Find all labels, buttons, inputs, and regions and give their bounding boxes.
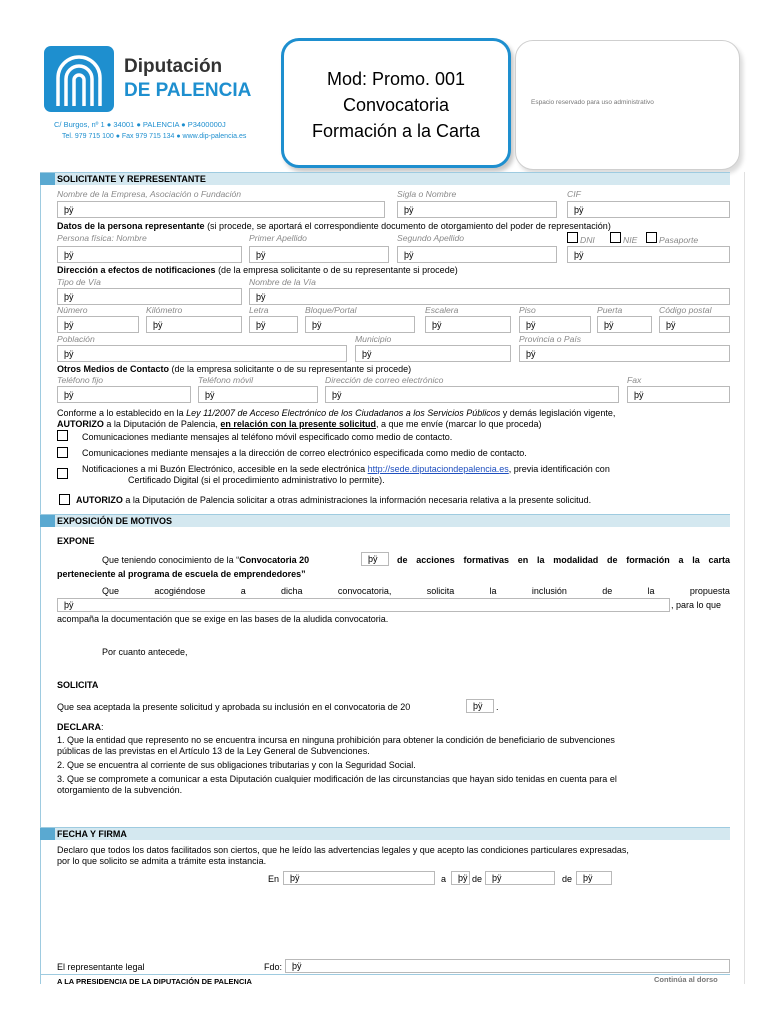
poblacion-input[interactable]: þÿ [57, 345, 347, 362]
label-municipio: Municipio [355, 334, 392, 344]
label-empresa: Nombre de la Empresa, Asociación o Fundación [57, 189, 242, 199]
conforme-line2: AUTORIZO a la Diputación de Palencia, en relación con la presente solicitud, a que me envíe (marcar lo que proceda) [57, 419, 542, 429]
nombre-via-input[interactable]: þÿ [249, 288, 730, 305]
footer-line [40, 974, 730, 975]
email-input[interactable]: þÿ [325, 386, 619, 403]
section-solicitante [40, 172, 730, 185]
option-buzon: Notificaciones a mi Buzón Electrónico, accesible en la sede electrónica http://sede.diputaciondepalencia.es, previa identificación con [82, 464, 610, 474]
label-nie: NIE [623, 235, 638, 245]
representante-legal: El representante legal [57, 962, 145, 972]
dni-checkbox[interactable] [567, 232, 578, 243]
label-escalera: Escalera [425, 305, 459, 315]
expone-p1-end: perteneciente al programa de escuela de emprendedores” [57, 569, 306, 579]
mes-input[interactable]: þÿ [485, 871, 555, 885]
label-tipo-via: Tipo de Vía [57, 277, 101, 287]
telefono-fijo-input[interactable]: þÿ [57, 386, 191, 403]
telefono-movil-input[interactable]: þÿ [198, 386, 318, 403]
label-numero: Número [57, 305, 88, 315]
direccion-heading: Dirección a efectos de notificaciones (de la empresa solicitante o de su representante si procede) [57, 265, 458, 275]
movil-checkbox[interactable] [57, 430, 68, 441]
escalera-input[interactable]: þÿ [425, 316, 511, 333]
cif-input[interactable]: þÿ [567, 201, 730, 218]
label-apellido1: Primer Apellido [249, 233, 307, 243]
convocatoria-year-input[interactable]: þÿ [361, 552, 389, 566]
letra-input[interactable]: þÿ [249, 316, 298, 333]
codigo-postal-input[interactable]: þÿ [659, 316, 730, 333]
footer-continua: Continúa al dorso [654, 975, 718, 984]
label-dni: DNI [580, 235, 595, 245]
en-label: En [268, 874, 280, 884]
solicita-year-input[interactable]: þÿ [466, 699, 494, 713]
declara-heading: DECLARA: [57, 722, 104, 732]
conforme-line1: Conforme a lo establecido en la Ley 11/2007 de Acceso Electrónico de los Ciudadanos a los Servicios Públicos y demás legislación vigente, [57, 408, 616, 418]
frame-right-line [744, 172, 745, 984]
expone-p2-tail: , para lo que [671, 600, 722, 610]
model-code: Mod: Promo. 001 [326, 69, 466, 89]
firma-p1: Declaro que todos los datos facilitados son ciertos, que he leído las advertencias legales y que acepto las condiciones particulares expresadas, [57, 845, 629, 855]
representante-heading: Datos de la persona representante (si procede, se aportará el correspondiente documento de otorgamiento del poder de representación) [57, 221, 611, 231]
por-cuanto: Por cuanto antecede, [102, 647, 188, 657]
label-provincia: Provincia o País [519, 334, 582, 344]
kilometro-input[interactable]: þÿ [146, 316, 242, 333]
admin-box [515, 40, 740, 170]
logo-line1: Diputación [124, 56, 223, 77]
label-sigla: Sigla o Nombre [397, 189, 457, 199]
propuesta-input[interactable]: þÿ [57, 598, 670, 612]
puerta-input[interactable]: þÿ [597, 316, 652, 333]
label-apellido2: Segundo Apellido [397, 233, 465, 243]
declara-2: 2. Que se encuentra al corriente de sus obligaciones tributarias y con la Seguridad Social. [57, 760, 416, 770]
otros-medios-heading: Otros Medios de Contacto (de la empresa solicitante o de su representante si procede) [57, 364, 412, 374]
section-exposicion [40, 514, 730, 527]
option-movil: Comunicaciones mediante mensajes al teléfono móvil especificado como medio de contacto. [82, 432, 453, 442]
expone-p2-end: acompaña la documentación que se exige en las bases de la aludida convocatoria. [57, 614, 389, 624]
logo-line2: DE PALENCIA [124, 80, 252, 101]
declara-1b: públicas de las previstas en el Artículo 13 de la Ley General de Subvenciones. [57, 746, 370, 756]
section-title: SOLICITANTE Y REPRESENTANTE [57, 174, 206, 184]
autorizo-text: AUTORIZO a la Diputación de Palencia solicitar a otras administraciones la información necesaria relativa a la presente solicitud. [76, 495, 592, 505]
label-email: Dirección de correo electrónico [325, 375, 444, 385]
address: C/ Burgos, nº 1 ● 34001 ● PALENCIA ● P3400000J [54, 120, 226, 129]
a-label: a [441, 874, 447, 884]
anio-input[interactable]: þÿ [576, 871, 612, 885]
model-title: Formación a la Carta [311, 121, 481, 141]
tipo-via-input[interactable]: þÿ [57, 288, 242, 305]
autorizo-checkbox[interactable] [59, 494, 70, 505]
label-bloque: Bloque/Portal [305, 305, 357, 315]
fdo-label: Fdo: [264, 962, 283, 972]
solicita-heading: SOLICITA [57, 680, 99, 690]
label-pasaporte: Pasaporte [659, 235, 699, 245]
contact: Tel. 979 715 100 ● Fax 979 715 134 ● www.dip-palencia.es [62, 133, 247, 140]
frame-left-line [40, 172, 41, 984]
firmante-input[interactable]: þÿ [285, 959, 730, 973]
email-checkbox[interactable] [57, 447, 68, 458]
buzon-checkbox[interactable] [57, 468, 68, 479]
expone-p2: Que acogiéndose a dicha convocatoria, solicita la inclusión de la propuesta [102, 586, 730, 596]
label-telefono-movil: Teléfono móvil [198, 375, 254, 385]
de1-label: de [472, 874, 483, 884]
header [0, 0, 770, 170]
fax-input[interactable]: þÿ [627, 386, 730, 403]
numero-input[interactable]: þÿ [57, 316, 139, 333]
pasaporte-checkbox[interactable] [646, 232, 657, 243]
label-fax: Fax [627, 375, 642, 385]
nombre-input[interactable]: þÿ [57, 246, 242, 263]
label-letra: Letra [249, 305, 269, 315]
section-title: EXPOSICIÓN DE MOTIVOS [57, 516, 173, 526]
dia-input[interactable]: þÿ [451, 871, 470, 885]
option-email: Comunicaciones mediante mensajes a la dirección de correo electrónico especificada como medio de contacto. [82, 448, 527, 458]
model-box [281, 38, 511, 168]
de2-label: de [562, 874, 573, 884]
footer-presidencia: A LA PRESIDENCIA DE LA DIPUTACIÓN DE PALENCIA [57, 977, 252, 986]
documento-input[interactable]: þÿ [567, 246, 730, 263]
apellido2-input[interactable]: þÿ [397, 246, 557, 263]
option-buzon-cont: Certificado Digital (si el procedimiento administrativo lo permite). [128, 475, 385, 485]
label-poblacion: Población [57, 334, 95, 344]
expone-p1-cont: de acciones formativas en la modalidad de formación a la carta [397, 555, 730, 565]
apellido1-input[interactable]: þÿ [249, 246, 389, 263]
admin-space-label: Espacio reservado para uso administrativo [531, 99, 654, 106]
expone-p1: Que teniendo conocimiento de la “Convocatoria 20 [102, 555, 310, 565]
expone-heading: EXPONE [57, 536, 95, 546]
label-kilometro: Kilómetro [146, 305, 183, 315]
sigla-input[interactable]: þÿ [397, 201, 557, 218]
piso-input[interactable]: þÿ [519, 316, 591, 333]
solicita-end: . [496, 702, 499, 712]
bloque-input[interactable]: þÿ [305, 316, 415, 333]
lugar-input[interactable]: þÿ [283, 871, 435, 885]
municipio-input[interactable]: þÿ [355, 345, 511, 362]
label-cif: CIF [567, 189, 581, 199]
label-piso: Piso [519, 305, 536, 315]
declara-3a: 3. Que se compromete a comunicar a esta Diputación cualquier modificación de las circunstancias que hayan sido tenidas en cuenta para el [57, 774, 617, 784]
label-codigo-postal: Código postal [659, 305, 712, 315]
solicita-text: Que sea aceptada la presente solicitud y aprobada su inclusión en el convocatoria de 20 [57, 702, 411, 712]
firma-p2: por lo que solicito se admita a trámite esta instancia. [57, 856, 267, 866]
empresa-input[interactable]: þÿ [57, 201, 385, 218]
section-title: FECHA Y FIRMA [57, 829, 127, 839]
nie-checkbox[interactable] [610, 232, 621, 243]
label-nombre: Persona física: Nombre [57, 233, 147, 243]
section-firma [40, 827, 730, 840]
declara-3b: otorgamiento de la subvención. [57, 785, 183, 795]
declara-1a: 1. Que la entidad que represento no se encuentra incursa en ninguna prohibición para obtener la condición de beneficiario de subvenciones [57, 735, 615, 745]
sede-link[interactable]: http://sede.diputaciondepalencia.es [367, 464, 509, 474]
diputacion-logo-icon [44, 46, 114, 112]
label-telefono-fijo: Teléfono fijo [57, 375, 104, 385]
model-convocatoria: Convocatoria [342, 95, 450, 115]
label-nombre-via: Nombre de la Vía [249, 277, 316, 287]
provincia-input[interactable]: þÿ [519, 345, 730, 362]
label-puerta: Puerta [597, 305, 623, 315]
